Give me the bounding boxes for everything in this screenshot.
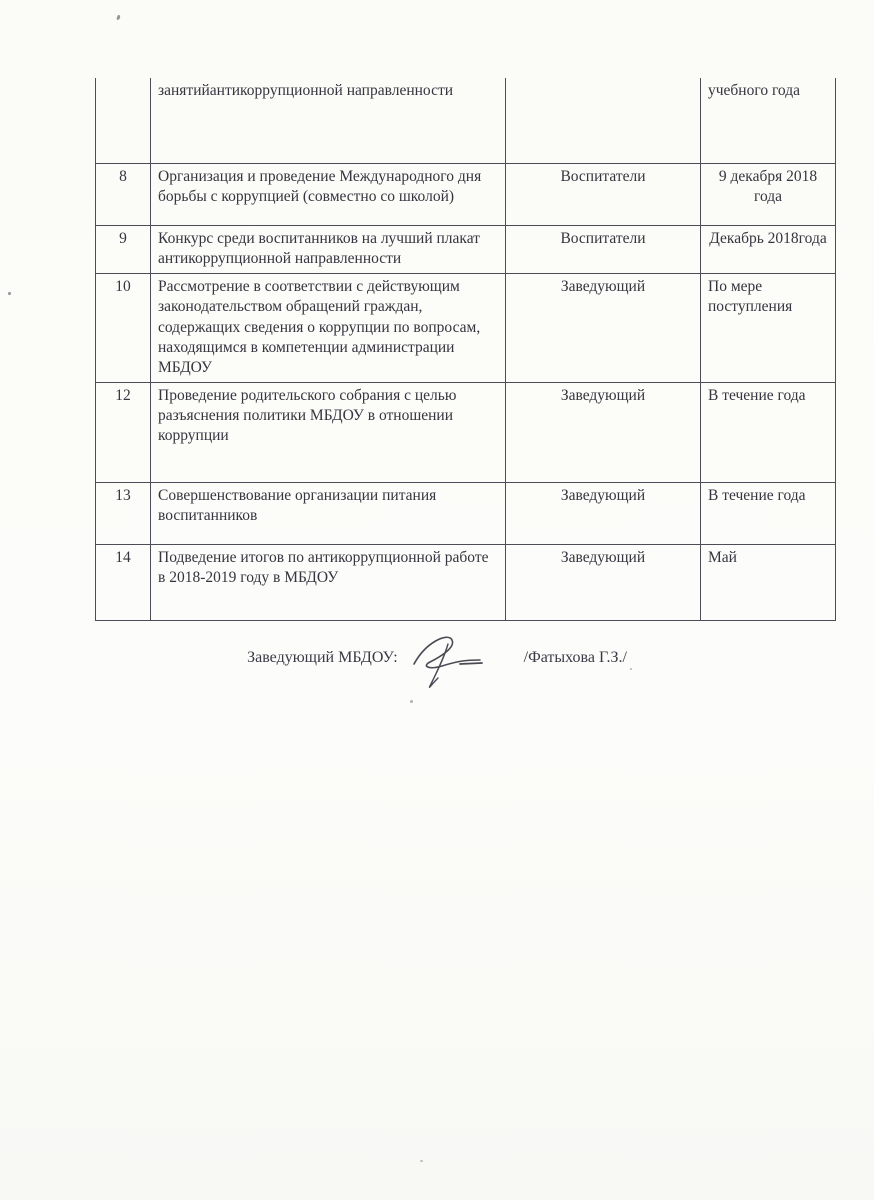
handwritten-signature: [408, 638, 518, 678]
cell-number: 9: [96, 226, 151, 274]
cell-timing: По мере поступления: [701, 274, 836, 383]
cell-task: Проведение родительского собрания с целью разъяснения политики МБДОУ в отношении коррупции: [151, 382, 506, 482]
scan-speck: [630, 668, 632, 670]
table-row-13: [96, 482, 836, 544]
table-row-9: [96, 226, 836, 274]
scan-speck: [410, 700, 413, 703]
scan-speck: [420, 1160, 423, 1162]
signature-label: Заведующий МБДОУ:: [247, 649, 398, 666]
scan-speck: [8, 292, 11, 295]
cell-timing: В течение года: [701, 382, 836, 482]
signature-name: /Фатыхова Г.З./: [523, 649, 627, 666]
signature-line: [0, 638, 874, 678]
cell-timing: 9 декабря 2018 года: [701, 164, 836, 226]
cell-number: 10: [96, 274, 151, 383]
cell-number: 14: [96, 544, 151, 620]
table-row-8: [96, 164, 836, 226]
cell-responsible: [506, 78, 701, 164]
table-row-14: [96, 544, 836, 620]
cell-number: 8: [96, 164, 151, 226]
cell-timing: учебного года: [701, 78, 836, 164]
cell-responsible: Заведующий: [506, 482, 701, 544]
cell-task: Рассмотрение в соответствии с действующим законодательством обращений граждан, содержащих сведения о коррупции по вопросам, находящимся в компетенции администрации МБДОУ: [151, 274, 506, 383]
signature-scribble-icon: [408, 624, 518, 694]
cell-timing: В течение года: [701, 482, 836, 544]
cell-responsible: Воспитатели: [506, 226, 701, 274]
cell-task: занятийантикоррупционной направленности: [151, 78, 506, 164]
scan-speck: [116, 15, 121, 21]
cell-task: Совершенствование организации питания воспитанников: [151, 482, 506, 544]
table-row-continuation: [96, 78, 836, 164]
cell-responsible: Заведующий: [506, 274, 701, 383]
cell-task: Конкурс среди воспитанников на лучший плакат антикоррупционной направленности: [151, 226, 506, 274]
cell-number: [96, 78, 151, 164]
cell-timing: Декабрь 2018года: [701, 226, 836, 274]
cell-timing: Май: [701, 544, 836, 620]
cell-task: Организация и проведение Международного дня борьбы с коррупцией (совместно со школой): [151, 164, 506, 226]
cell-responsible: Заведующий: [506, 544, 701, 620]
cell-task: Подведение итогов по антикоррупционной работе в 2018-2019 году в МБДОУ: [151, 544, 506, 620]
table-row-10: [96, 274, 836, 383]
cell-responsible: Заведующий: [506, 382, 701, 482]
cell-responsible: Воспитатели: [506, 164, 701, 226]
cell-number: 12: [96, 382, 151, 482]
cell-number: 13: [96, 482, 151, 544]
table-row-12: [96, 382, 836, 482]
anticorruption-plan-table: [95, 78, 836, 621]
